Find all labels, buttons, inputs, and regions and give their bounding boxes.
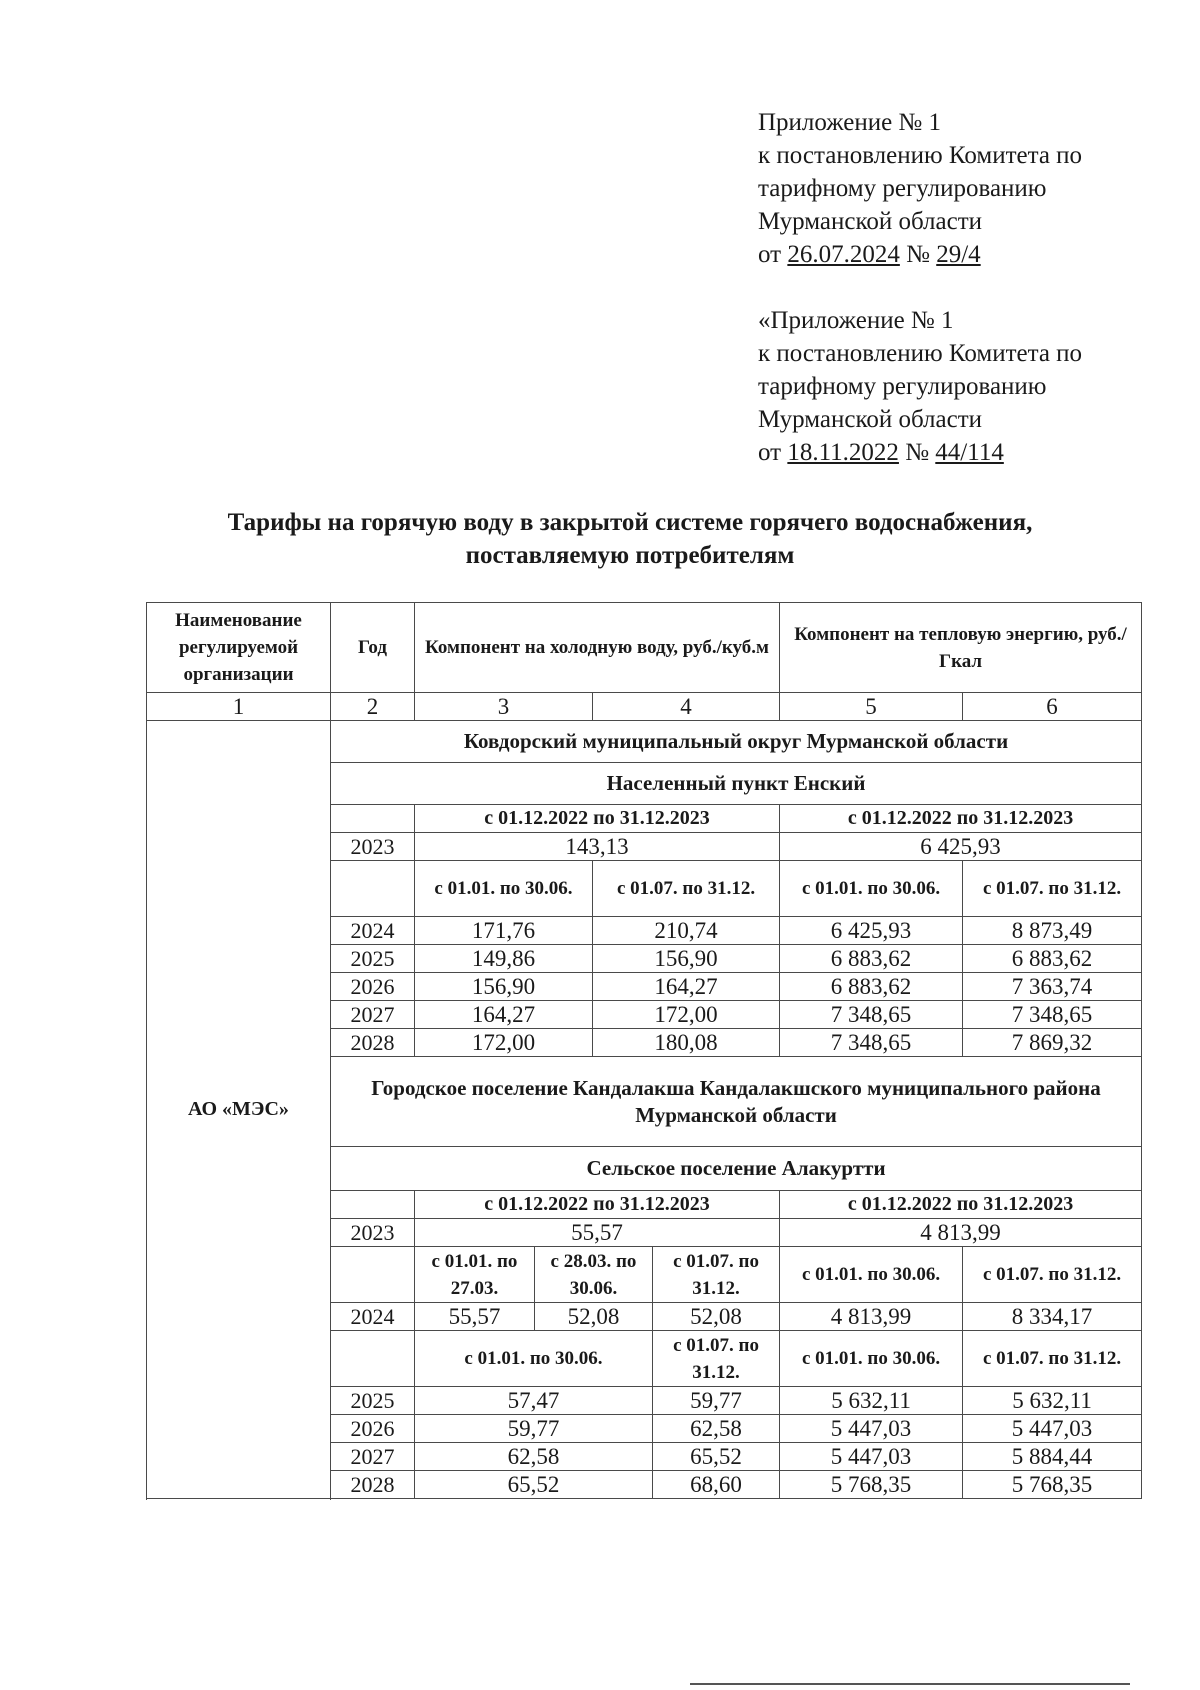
subperiod-label: с 01.01. по 30.06. [780, 1331, 963, 1387]
header-year: Год [331, 603, 415, 693]
col-number: 4 [593, 693, 780, 721]
column-number-row [147, 693, 1142, 721]
cold-value: 171,76 [415, 917, 593, 945]
subperiod-label: с 01.01. по 30.06. [415, 861, 593, 917]
cold-value: 156,90 [593, 945, 780, 973]
district-name: Ковдорский муниципальный округ Мурманской области [331, 721, 1142, 763]
empty-cell [331, 861, 415, 917]
appendix-date-line [758, 436, 1082, 469]
heat-value: 8 873,49 [963, 917, 1142, 945]
appendix-line: «Приложение № 1 [758, 307, 954, 334]
heat-value: 6 425,93 [780, 833, 1142, 861]
appendix-current [758, 106, 1082, 271]
subperiod-label: с 28.03. по 30.06. [535, 1247, 653, 1303]
district-row [147, 721, 1142, 763]
heat-value: 5 447,03 [780, 1443, 963, 1471]
year-cell: 2027 [331, 1001, 415, 1029]
cold-value: 156,90 [415, 973, 593, 1001]
subperiod-label: с 01.07. по 31.12. [653, 1247, 780, 1303]
header-row [147, 603, 1142, 693]
heat-value: 5 768,35 [963, 1471, 1142, 1499]
cold-value: 143,13 [415, 833, 780, 861]
subperiod-label: с 01.07. по 31.12. [963, 1331, 1142, 1387]
period-cold: с 01.12.2022 по 31.12.2023 [415, 805, 780, 833]
heat-value: 5 884,44 [963, 1443, 1142, 1471]
col-number: 6 [963, 693, 1142, 721]
year-cell: 2026 [331, 973, 415, 1001]
col-number: 3 [415, 693, 593, 721]
period-heat: с 01.12.2022 по 31.12.2023 [780, 805, 1142, 833]
header-cold-water: Компонент на холодную воду, руб./куб.м [415, 603, 780, 693]
date-prefix: от [758, 439, 782, 466]
subperiod-label: с 01.07. по 31.12. [593, 861, 780, 917]
year-cell: 2026 [331, 1415, 415, 1443]
cold-value: 59,77 [415, 1415, 653, 1443]
document-title [100, 506, 1160, 572]
year-cell: 2024 [331, 1303, 415, 1331]
heat-value: 7 869,32 [963, 1029, 1142, 1057]
cold-value: 180,08 [593, 1029, 780, 1057]
subperiod-label: с 01.01. по 27.03. [415, 1247, 535, 1303]
cold-value: 55,57 [415, 1303, 535, 1331]
decree-date: 18.11.2022 [787, 439, 899, 466]
cold-value: 57,47 [415, 1387, 653, 1415]
decree-date: 26.07.2024 [787, 241, 900, 268]
settlement-name: Населенный пункт Енский [331, 763, 1142, 805]
heat-value: 5 768,35 [780, 1471, 963, 1499]
title-line: Тарифы на горячую воду в закрытой системе горячего водоснабжения, [227, 509, 1033, 536]
year-cell: 2027 [331, 1443, 415, 1471]
appendix-line: Приложение № 1 [758, 109, 942, 136]
heat-value: 5 632,11 [963, 1387, 1142, 1415]
appendix-line: тарифному регулированию [758, 175, 1047, 202]
cold-value: 62,58 [415, 1443, 653, 1471]
heat-value: 7 348,65 [780, 1029, 963, 1057]
subperiod-label: с 01.01. по 30.06. [780, 1247, 963, 1303]
col-number: 1 [147, 693, 331, 721]
subperiod-label: с 01.07. по 31.12. [653, 1331, 780, 1387]
heat-value: 7 363,74 [963, 973, 1142, 1001]
cold-value: 68,60 [653, 1471, 780, 1499]
tariff-table [146, 602, 1142, 1499]
number-sign: № [906, 241, 930, 268]
subperiod-label: с 01.01. по 30.06. [780, 861, 963, 917]
period-cold: с 01.12.2022 по 31.12.2023 [415, 1191, 780, 1219]
appendix-date-line [758, 238, 1082, 271]
cold-value: 172,00 [593, 1001, 780, 1029]
heat-value: 6 883,62 [780, 945, 963, 973]
cold-value: 210,74 [593, 917, 780, 945]
year-cell: 2025 [331, 1387, 415, 1415]
page-edge-line [690, 1683, 1130, 1685]
cold-value: 62,58 [653, 1415, 780, 1443]
heat-value: 5 447,03 [780, 1415, 963, 1443]
year-cell: 2023 [331, 833, 415, 861]
empty-cell [331, 1331, 415, 1387]
subperiod-label: с 01.07. по 31.12. [963, 1247, 1142, 1303]
year-cell: 2025 [331, 945, 415, 973]
heat-value: 7 348,65 [963, 1001, 1142, 1029]
settlement-name: Сельское поселение Алакуртти [331, 1147, 1142, 1191]
title-line: поставляемую потребителям [465, 542, 795, 569]
col-number: 5 [780, 693, 963, 721]
date-prefix: от [758, 241, 782, 268]
number-sign: № [905, 439, 930, 466]
cold-value: 65,52 [415, 1471, 653, 1499]
empty-cell [331, 1191, 415, 1219]
heat-value: 4 813,99 [780, 1219, 1142, 1247]
decree-number: 44/114 [935, 439, 1004, 466]
heat-value: 6 883,62 [780, 973, 963, 1001]
header-heat-energy: Компонент на тепловую энергию, руб./Гкал [780, 603, 1142, 693]
appendix-line: Мурманской области [758, 406, 983, 433]
year-cell: 2028 [331, 1471, 415, 1499]
heat-value: 6 425,93 [780, 917, 963, 945]
appendix-original [758, 304, 1082, 469]
heat-value: 5 447,03 [963, 1415, 1142, 1443]
heat-value: 8 334,17 [963, 1303, 1142, 1331]
cold-value: 149,86 [415, 945, 593, 973]
organization-name: АО «МЭС» [147, 721, 331, 1499]
cold-value: 172,00 [415, 1029, 593, 1057]
heat-value: 6 883,62 [963, 945, 1142, 973]
empty-cell [331, 1247, 415, 1303]
period-heat: с 01.12.2022 по 31.12.2023 [780, 1191, 1142, 1219]
appendix-line: к постановлению Комитета по [758, 142, 1083, 169]
appendix-line: к постановлению Комитета по [758, 340, 1083, 367]
cold-value: 65,52 [653, 1443, 780, 1471]
heat-value: 5 632,11 [780, 1387, 963, 1415]
appendix-line: тарифному регулированию [758, 373, 1047, 400]
heat-value: 4 813,99 [780, 1303, 963, 1331]
year-cell: 2028 [331, 1029, 415, 1057]
empty-cell [331, 805, 415, 833]
subperiod-label: с 01.01. по 30.06. [415, 1331, 653, 1387]
heat-value: 7 348,65 [780, 1001, 963, 1029]
cold-value: 55,57 [415, 1219, 780, 1247]
year-cell: 2023 [331, 1219, 415, 1247]
cold-value: 164,27 [415, 1001, 593, 1029]
decree-number: 29/4 [936, 241, 981, 268]
header-org: Наименование регулируемой организации [147, 603, 331, 693]
year-cell: 2024 [331, 917, 415, 945]
appendix-line: Мурманской области [758, 208, 983, 235]
cold-value: 59,77 [653, 1387, 780, 1415]
cold-value: 52,08 [653, 1303, 780, 1331]
subperiod-label: с 01.07. по 31.12. [963, 861, 1142, 917]
cold-value: 164,27 [593, 973, 780, 1001]
district-name: Городское поселение Кандалакша Кандалакшского муниципального района Мурманской области [331, 1057, 1142, 1147]
col-number: 2 [331, 693, 415, 721]
cold-value: 52,08 [535, 1303, 653, 1331]
